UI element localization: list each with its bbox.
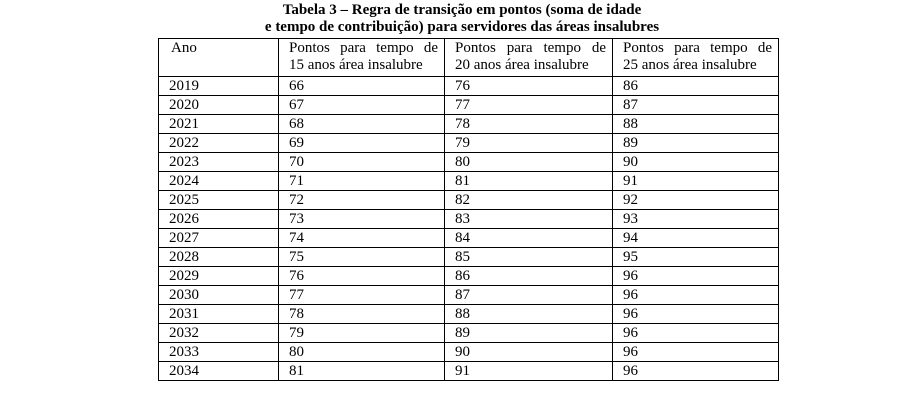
- cell-points-20: 77: [445, 96, 613, 115]
- cell-points-25: 96: [613, 362, 779, 381]
- cell-year: 2019: [159, 77, 279, 96]
- table-row: [159, 267, 779, 286]
- cell-points-15: 66: [279, 77, 445, 96]
- cell-points-20: 91: [445, 362, 613, 381]
- cell-year: 2023: [159, 153, 279, 172]
- header-year-label: Ano: [171, 40, 197, 56]
- cell-points-15: 78: [279, 305, 445, 324]
- cell-points-15: 75: [279, 248, 445, 267]
- table-header-row: [159, 39, 779, 77]
- cell-year: 2029: [159, 267, 279, 286]
- cell-year: 2025: [159, 191, 279, 210]
- cell-year: 2027: [159, 229, 279, 248]
- table-row: [159, 229, 779, 248]
- cell-points-20: 79: [445, 134, 613, 153]
- cell-points-25: 96: [613, 286, 779, 305]
- cell-points-20: 82: [445, 191, 613, 210]
- cell-points-15: 73: [279, 210, 445, 229]
- table-row: [159, 324, 779, 343]
- header-points-15-years: [279, 39, 445, 77]
- cell-points-15: 76: [279, 267, 445, 286]
- table-caption: [0, 2, 924, 36]
- caption-line-1: Tabela 3 – Regra de transição em pontos (soma de idade: [282, 2, 642, 18]
- cell-points-15: 68: [279, 115, 445, 134]
- cell-year: 2026: [159, 210, 279, 229]
- cell-points-20: 88: [445, 305, 613, 324]
- cell-points-20: 78: [445, 115, 613, 134]
- table-row: [159, 115, 779, 134]
- header-points-20-line1: Pontos para tempo de: [455, 40, 606, 56]
- table-row: [159, 191, 779, 210]
- cell-year: 2030: [159, 286, 279, 305]
- cell-points-25: 95: [613, 248, 779, 267]
- table-row: [159, 153, 779, 172]
- cell-year: 2033: [159, 343, 279, 362]
- cell-points-15: 77: [279, 286, 445, 305]
- cell-points-20: 89: [445, 324, 613, 343]
- table-row: [159, 286, 779, 305]
- cell-points-15: 69: [279, 134, 445, 153]
- cell-points-20: 76: [445, 77, 613, 96]
- table-row: [159, 362, 779, 381]
- table-row: [159, 248, 779, 267]
- cell-points-25: 90: [613, 153, 779, 172]
- cell-points-20: 80: [445, 153, 613, 172]
- table-row: [159, 96, 779, 115]
- header-points-15-line1: Pontos para tempo de: [289, 40, 438, 56]
- cell-points-20: 86: [445, 267, 613, 286]
- cell-year: 2031: [159, 305, 279, 324]
- cell-points-15: 72: [279, 191, 445, 210]
- cell-points-25: 91: [613, 172, 779, 191]
- table-row: [159, 210, 779, 229]
- cell-points-25: 87: [613, 96, 779, 115]
- cell-points-25: 96: [613, 267, 779, 286]
- cell-points-25: 92: [613, 191, 779, 210]
- cell-points-15: 71: [279, 172, 445, 191]
- cell-points-15: 74: [279, 229, 445, 248]
- cell-year: 2020: [159, 96, 279, 115]
- cell-points-20: 84: [445, 229, 613, 248]
- table-row: [159, 172, 779, 191]
- cell-year: 2021: [159, 115, 279, 134]
- header-points-20-years: [445, 39, 613, 77]
- cell-points-25: 88: [613, 115, 779, 134]
- table-row: [159, 77, 779, 96]
- header-year: [159, 39, 279, 77]
- cell-points-15: 81: [279, 362, 445, 381]
- header-points-15-line2: 15 anos área insalubre: [289, 57, 423, 73]
- transition-points-table: [158, 38, 779, 381]
- table-body: [159, 77, 779, 381]
- cell-points-25: 94: [613, 229, 779, 248]
- header-points-20-line2: 20 anos área insalubre: [455, 57, 589, 73]
- cell-points-15: 67: [279, 96, 445, 115]
- header-points-25-line2: 25 anos área insalubre: [623, 57, 757, 73]
- cell-points-25: 96: [613, 343, 779, 362]
- cell-points-15: 80: [279, 343, 445, 362]
- header-points-25-years: [613, 39, 779, 77]
- cell-points-20: 83: [445, 210, 613, 229]
- table-row: [159, 343, 779, 362]
- cell-points-25: 96: [613, 324, 779, 343]
- cell-points-25: 89: [613, 134, 779, 153]
- cell-year: 2032: [159, 324, 279, 343]
- cell-year: 2028: [159, 248, 279, 267]
- cell-points-25: 96: [613, 305, 779, 324]
- cell-points-20: 87: [445, 286, 613, 305]
- cell-year: 2024: [159, 172, 279, 191]
- cell-points-20: 81: [445, 172, 613, 191]
- table-row: [159, 305, 779, 324]
- cell-year: 2034: [159, 362, 279, 381]
- table-row: [159, 134, 779, 153]
- cell-points-20: 85: [445, 248, 613, 267]
- cell-points-25: 93: [613, 210, 779, 229]
- caption-line-2: e tempo de contribuição) para servidores das áreas insalubres: [264, 19, 660, 35]
- cell-year: 2022: [159, 134, 279, 153]
- cell-points-15: 70: [279, 153, 445, 172]
- cell-points-25: 86: [613, 77, 779, 96]
- cell-points-20: 90: [445, 343, 613, 362]
- cell-points-15: 79: [279, 324, 445, 343]
- header-points-25-line1: Pontos para tempo de: [623, 40, 772, 56]
